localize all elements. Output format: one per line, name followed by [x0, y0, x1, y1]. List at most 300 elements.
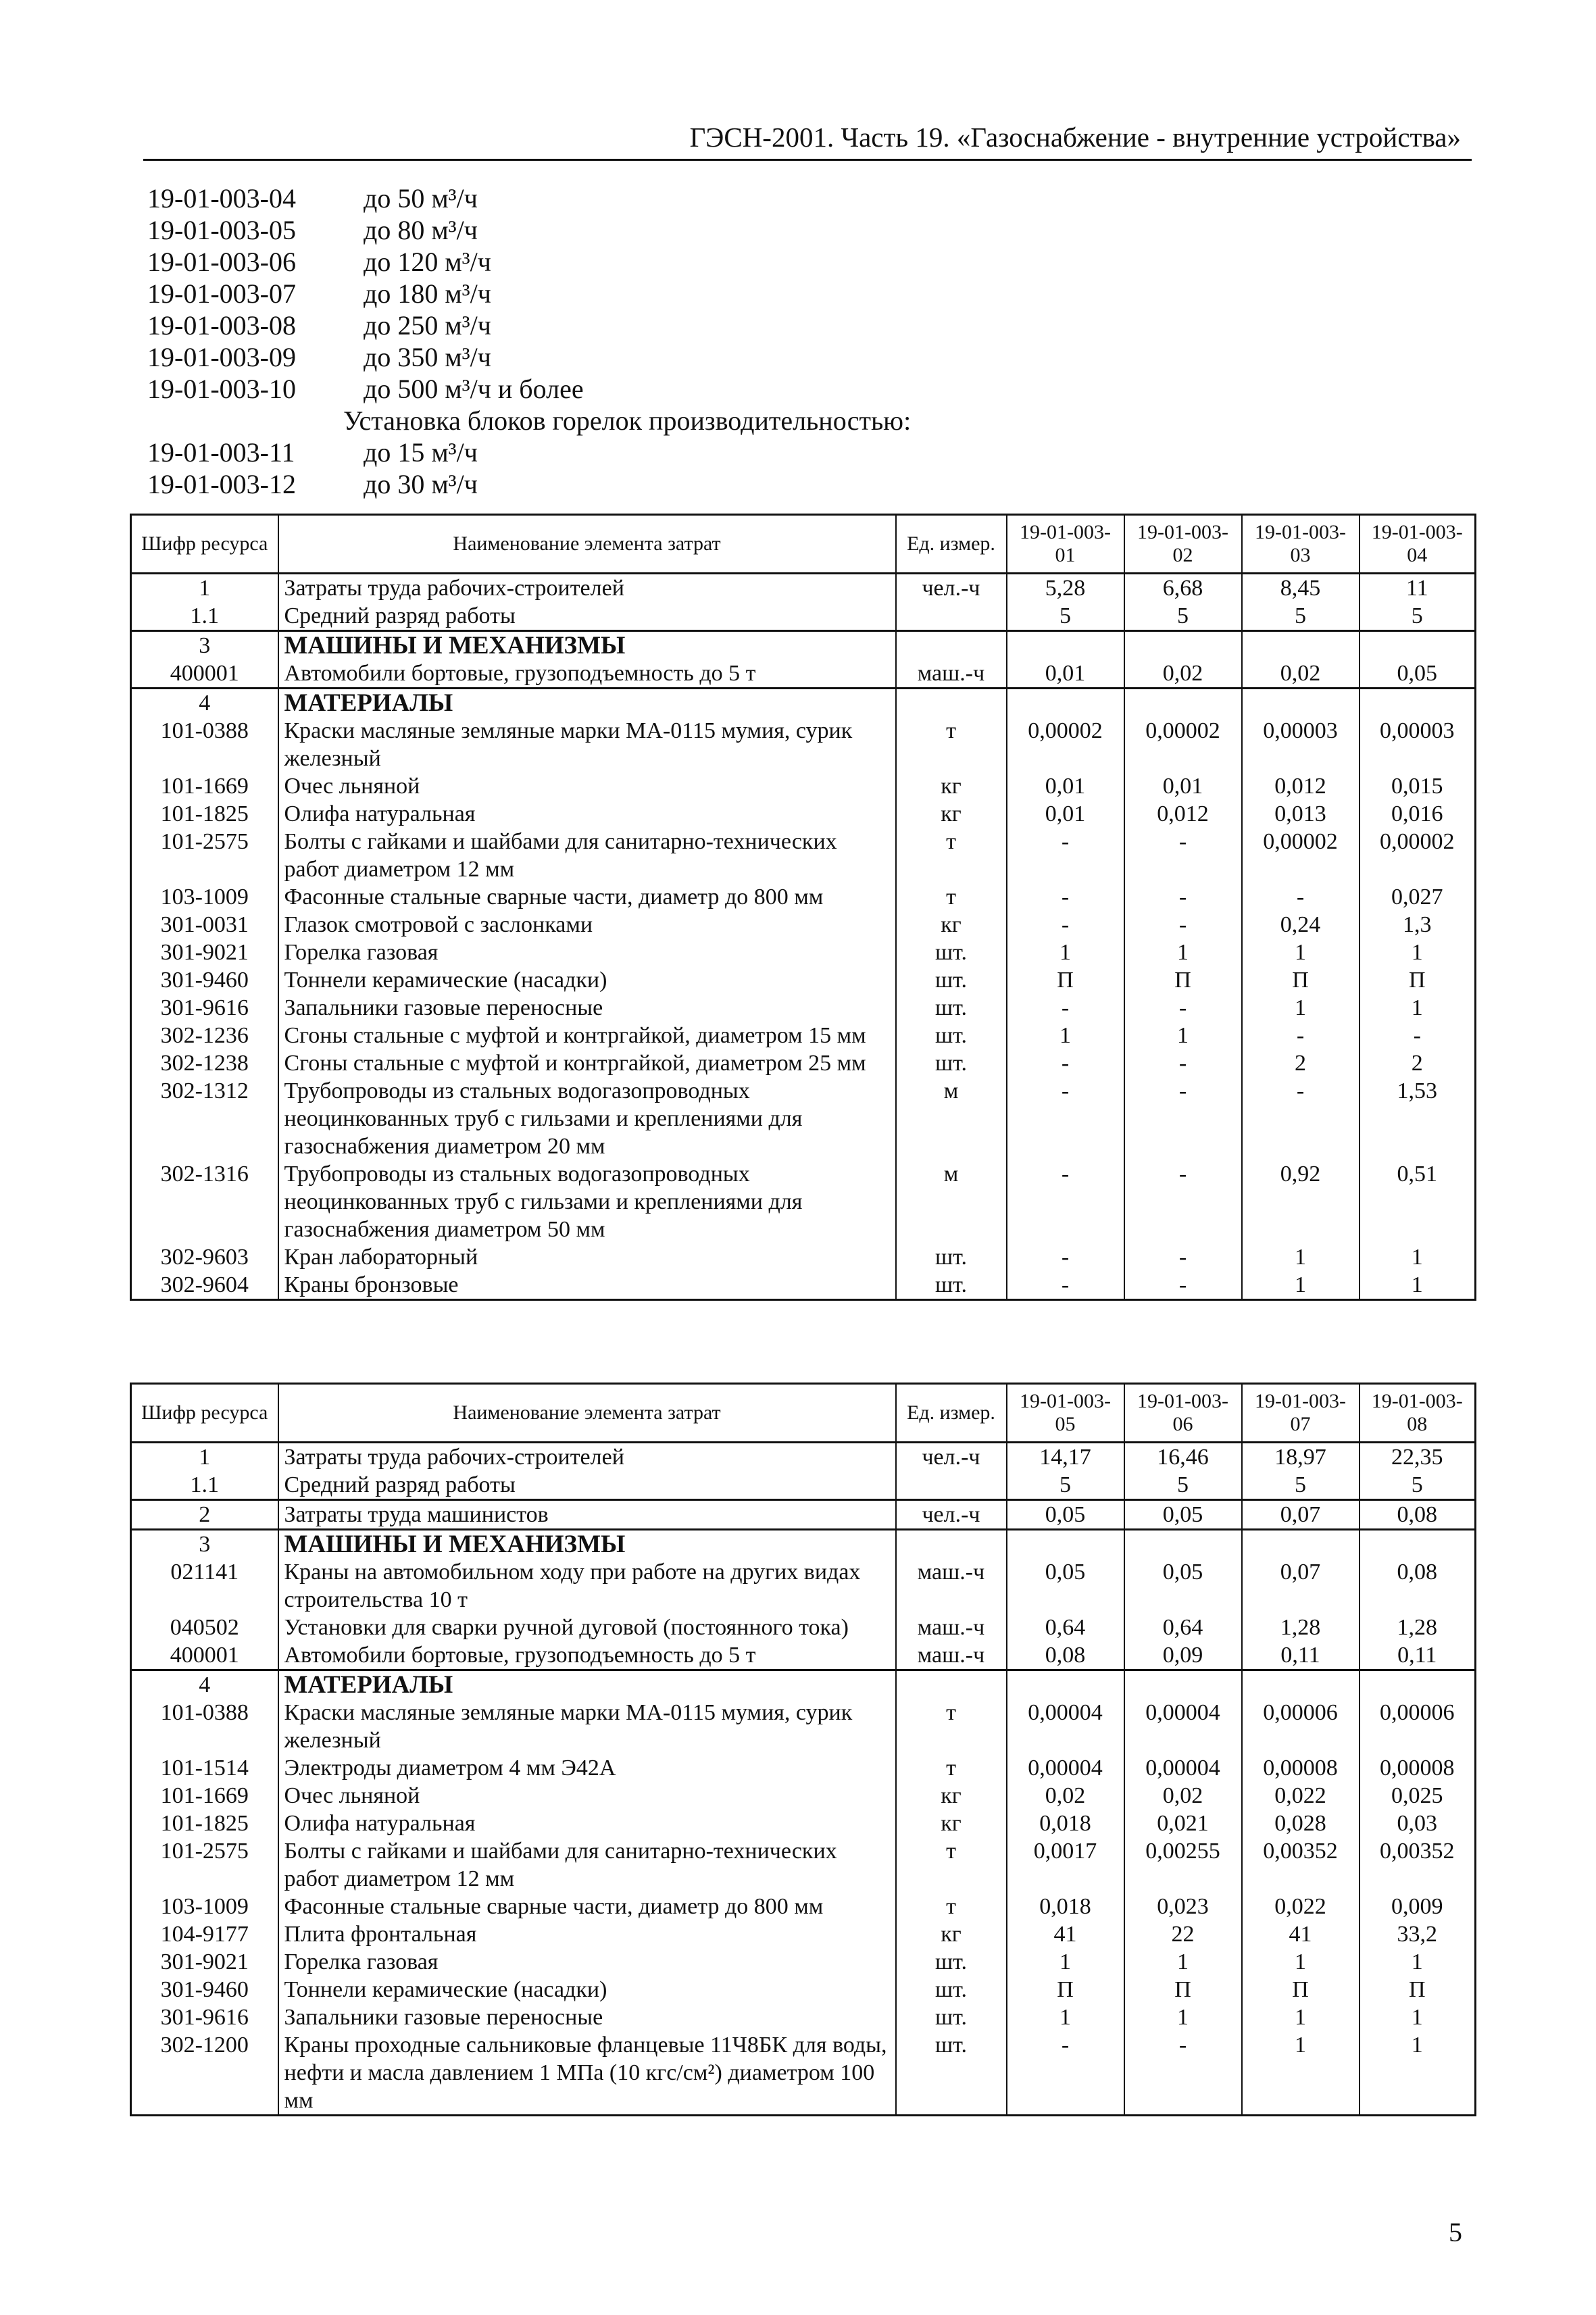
value-cell: - — [1360, 1022, 1476, 1049]
cost-element-name-cell: Фасонные стальные сварные части, диаметр до 800 мм — [278, 1893, 896, 1920]
table-row — [131, 1049, 1476, 1077]
unit-cell: шт. — [896, 2003, 1007, 2031]
code-list-code: 19-01-003-05 — [147, 215, 296, 245]
value-cell: 0,00008 — [1242, 1754, 1360, 1782]
resource-code-cell: 1.1 — [131, 602, 278, 631]
value-cell — [1007, 1670, 1124, 1699]
table-row — [131, 2031, 1476, 2116]
resource-code-cell: 302-9604 — [131, 1271, 278, 1300]
value-cell: - — [1007, 883, 1124, 911]
table-row — [131, 1077, 1476, 1160]
resource-code-cell: 400001 — [131, 659, 278, 689]
value-cell: - — [1242, 883, 1360, 911]
resource-code-cell: 103-1009 — [131, 1893, 278, 1920]
table-row — [131, 602, 1476, 631]
value-cell: - — [1007, 828, 1124, 883]
value-cell: 5 — [1242, 1471, 1360, 1500]
value-cell: 0,015 — [1360, 772, 1476, 800]
cost-element-name-cell: Средний разряд работы — [278, 602, 896, 631]
value-cell: 0,05 — [1124, 1558, 1242, 1614]
value-cell: 0,00006 — [1242, 1699, 1360, 1754]
value-cell: - — [1242, 1077, 1360, 1160]
resource-code-cell: 021141 — [131, 1558, 278, 1614]
cost-element-name-cell: МАШИНЫ И МЕХАНИЗМЫ — [278, 1530, 896, 1559]
value-cell: 6,68 — [1124, 574, 1242, 603]
cost-element-name-cell: Затраты труда машинистов — [278, 1500, 896, 1530]
resource-code-cell: 101-1825 — [131, 1810, 278, 1837]
value-cell: 0,027 — [1360, 883, 1476, 911]
unit-cell — [896, 1530, 1007, 1559]
value-cell: 14,17 — [1007, 1443, 1124, 1472]
value-cell: 0,05 — [1007, 1500, 1124, 1530]
value-cell — [1242, 1670, 1360, 1699]
resource-code-cell: 101-1669 — [131, 1782, 278, 1810]
cost-element-name-cell: Запальники газовые переносные — [278, 994, 896, 1022]
code-list-code: 19-01-003-06 — [147, 247, 296, 277]
value-cell: - — [1007, 994, 1124, 1022]
value-cell: 0,03 — [1360, 1810, 1476, 1837]
table-row — [131, 1500, 1476, 1530]
cost-element-name-cell: Запальники газовые переносные — [278, 2003, 896, 2031]
table-row — [131, 772, 1476, 800]
table-row — [131, 1022, 1476, 1049]
page-number: 5 — [1449, 2217, 1462, 2247]
code-list-code: 19-01-003-11 — [147, 437, 295, 468]
value-cell: 1,53 — [1360, 1077, 1476, 1160]
table-row — [131, 994, 1476, 1022]
value-cell: П — [1360, 966, 1476, 994]
value-cell: - — [1124, 1243, 1242, 1271]
unit-cell — [896, 1670, 1007, 1699]
value-cell: 0,07 — [1242, 1558, 1360, 1614]
value-cell: 5 — [1360, 1471, 1476, 1500]
table-row — [131, 659, 1476, 689]
code-list-item — [147, 437, 1161, 468]
column-header: 19-01-003-01 — [1007, 515, 1124, 574]
unit-cell: т — [896, 717, 1007, 772]
value-cell: 5 — [1124, 1471, 1242, 1500]
value-cell: 18,97 — [1242, 1443, 1360, 1472]
cost-element-name-cell: Тоннели керамические (насадки) — [278, 966, 896, 994]
value-cell: - — [1124, 1160, 1242, 1243]
table-row — [131, 1810, 1476, 1837]
value-cell: 0,012 — [1242, 772, 1360, 800]
resource-code-cell: 3 — [131, 1530, 278, 1559]
value-cell: - — [1007, 2031, 1124, 2116]
cost-element-name-cell: Болты с гайками и шайбами для санитарно-технических работ диаметром 12 мм — [278, 828, 896, 883]
value-cell: 0,00002 — [1360, 828, 1476, 883]
value-cell: - — [1124, 2031, 1242, 2116]
column-header: Наименование элемента затрат — [278, 515, 896, 574]
value-cell: 0,05 — [1360, 659, 1476, 689]
unit-cell: шт. — [896, 1271, 1007, 1300]
value-cell: 5,28 — [1007, 574, 1124, 603]
value-cell: 0,013 — [1242, 800, 1360, 828]
estimate-table-1 — [130, 514, 1476, 1301]
value-cell: 0,64 — [1007, 1614, 1124, 1641]
value-cell — [1124, 689, 1242, 718]
cost-element-name-cell: Затраты труда рабочих-строителей — [278, 1443, 896, 1472]
cost-element-name-cell: МАТЕРИАЛЫ — [278, 689, 896, 718]
value-cell: - — [1124, 828, 1242, 883]
resource-code-cell: 2 — [131, 1500, 278, 1530]
value-cell: 0,02 — [1124, 1782, 1242, 1810]
value-cell: 0,11 — [1360, 1641, 1476, 1670]
resource-code-cell: 101-1825 — [131, 800, 278, 828]
value-cell — [1242, 689, 1360, 718]
page-header — [143, 119, 1472, 161]
table-row — [131, 1893, 1476, 1920]
value-cell: 1 — [1124, 1022, 1242, 1049]
value-cell: - — [1007, 1271, 1124, 1300]
code-list-label: до 80 м³/ч — [364, 215, 478, 245]
resource-code-cell: 301-9460 — [131, 966, 278, 994]
code-list — [147, 182, 1161, 500]
code-list-label: до 350 м³/ч — [364, 342, 491, 372]
value-cell: 1 — [1242, 2031, 1360, 2116]
value-cell: 1 — [1007, 1022, 1124, 1049]
cost-element-name-cell: МАШИНЫ И МЕХАНИЗМЫ — [278, 631, 896, 660]
resource-code-cell: 1 — [131, 1443, 278, 1472]
value-cell: 0,00002 — [1242, 828, 1360, 883]
resource-code-cell: 101-1669 — [131, 772, 278, 800]
resource-code-cell: 4 — [131, 1670, 278, 1699]
value-cell: 0,01 — [1007, 659, 1124, 689]
column-header: Шифр ресурса — [131, 1384, 278, 1443]
table-row — [131, 1443, 1476, 1472]
code-list-code: 19-01-003-10 — [147, 374, 296, 404]
table-row — [131, 1976, 1476, 2003]
column-header: Шифр ресурса — [131, 515, 278, 574]
value-cell: 0,05 — [1124, 1500, 1242, 1530]
table-row — [131, 883, 1476, 911]
value-cell: 8,45 — [1242, 574, 1360, 603]
value-cell: 0,012 — [1124, 800, 1242, 828]
resource-code-cell: 302-9603 — [131, 1243, 278, 1271]
value-cell: 22 — [1124, 1920, 1242, 1948]
resource-code-cell: 1.1 — [131, 1471, 278, 1500]
value-cell: 0,05 — [1007, 1558, 1124, 1614]
unit-cell: кг — [896, 772, 1007, 800]
unit-cell: т — [896, 1893, 1007, 1920]
value-cell — [1124, 1530, 1242, 1559]
column-header: 19-01-003-04 — [1360, 515, 1476, 574]
value-cell: 0,028 — [1242, 1810, 1360, 1837]
value-cell: 1 — [1007, 939, 1124, 966]
value-cell: П — [1242, 966, 1360, 994]
value-cell: 0,025 — [1360, 1782, 1476, 1810]
cost-element-name-cell: Трубопроводы из стальных водогазопроводных неоцинкованных труб с гильзами и креплениями для газоснабжения диаметром 20 мм — [278, 1077, 896, 1160]
value-cell: 1 — [1242, 1243, 1360, 1271]
unit-cell: шт. — [896, 994, 1007, 1022]
unit-cell: шт. — [896, 966, 1007, 994]
resource-code-cell: 101-0388 — [131, 717, 278, 772]
table-row — [131, 1558, 1476, 1614]
resource-code-cell: 301-9616 — [131, 2003, 278, 2031]
cost-element-name-cell: Затраты труда рабочих-строителей — [278, 574, 896, 603]
resource-code-cell: 302-1236 — [131, 1022, 278, 1049]
value-cell — [1242, 1530, 1360, 1559]
value-cell: 0,08 — [1360, 1500, 1476, 1530]
value-cell: - — [1124, 911, 1242, 939]
resource-code-cell: 040502 — [131, 1614, 278, 1641]
unit-cell — [896, 689, 1007, 718]
value-cell: 41 — [1242, 1920, 1360, 1948]
resource-code-cell: 301-0031 — [131, 911, 278, 939]
table-header-row — [131, 1384, 1476, 1443]
value-cell: 0,009 — [1360, 1893, 1476, 1920]
value-cell: 0,02 — [1007, 1782, 1124, 1810]
table-row — [131, 966, 1476, 994]
value-cell: - — [1007, 1160, 1124, 1243]
value-cell: - — [1007, 1077, 1124, 1160]
table-row — [131, 2003, 1476, 2031]
value-cell: 1 — [1242, 994, 1360, 1022]
value-cell: 0,11 — [1242, 1641, 1360, 1670]
code-list-item — [147, 278, 1161, 309]
value-cell: 0,01 — [1007, 772, 1124, 800]
column-header: 19-01-003-08 — [1360, 1384, 1476, 1443]
cost-element-name-cell: Очес льняной — [278, 772, 896, 800]
resource-code-cell: 400001 — [131, 1641, 278, 1670]
table-row — [131, 1160, 1476, 1243]
unit-cell: кг — [896, 911, 1007, 939]
unit-cell: кг — [896, 1920, 1007, 1948]
code-list-label: до 50 м³/ч — [364, 183, 478, 214]
unit-cell: шт. — [896, 1948, 1007, 1976]
cost-element-name-cell: Краны на автомобильном ходу при работе на других видах строительства 10 т — [278, 1558, 896, 1614]
code-list-label: до 30 м³/ч — [364, 469, 478, 499]
value-cell: 0,08 — [1007, 1641, 1124, 1670]
code-list-code: 19-01-003-12 — [147, 469, 296, 499]
unit-cell: чел.-ч — [896, 574, 1007, 603]
cost-element-name-cell: Кран лабораторный — [278, 1243, 896, 1271]
value-cell: 0,0017 — [1007, 1837, 1124, 1893]
header-title: ГЭСН-2001. Часть 19. «Газоснабжение - внутренние устройства» — [689, 122, 1461, 153]
value-cell: - — [1124, 994, 1242, 1022]
resource-code-cell: 3 — [131, 631, 278, 660]
unit-cell: шт. — [896, 1976, 1007, 2003]
resource-code-cell: 103-1009 — [131, 883, 278, 911]
value-cell: 0,022 — [1242, 1893, 1360, 1920]
unit-cell: т — [896, 1754, 1007, 1782]
code-list-item — [147, 341, 1161, 373]
column-header: 19-01-003-07 — [1242, 1384, 1360, 1443]
table-row — [131, 828, 1476, 883]
table-row — [131, 689, 1476, 718]
cost-element-name-cell: Горелка газовая — [278, 1948, 896, 1976]
column-header: 19-01-003-05 — [1007, 1384, 1124, 1443]
code-list-label: до 500 м³/ч и более — [364, 374, 584, 404]
resource-code-cell: 302-1200 — [131, 2031, 278, 2116]
resource-code-cell: 4 — [131, 689, 278, 718]
unit-cell — [896, 631, 1007, 660]
code-list-label: до 180 м³/ч — [364, 278, 491, 309]
resource-code-cell: 101-0388 — [131, 1699, 278, 1754]
value-cell: - — [1124, 1271, 1242, 1300]
unit-cell: т — [896, 1699, 1007, 1754]
value-cell: 1 — [1360, 2031, 1476, 2116]
value-cell: 0,00006 — [1360, 1699, 1476, 1754]
value-cell: - — [1007, 1049, 1124, 1077]
cost-element-name-cell: Автомобили бортовые, грузоподъемность до 5 т — [278, 659, 896, 689]
value-cell: 0,00002 — [1124, 717, 1242, 772]
value-cell: 0,00352 — [1242, 1837, 1360, 1893]
value-cell: 0,021 — [1124, 1810, 1242, 1837]
code-list-label: до 15 м³/ч — [364, 437, 478, 468]
value-cell: 0,018 — [1007, 1810, 1124, 1837]
column-header: Ед. измер. — [896, 1384, 1007, 1443]
cost-element-name-cell: Краски масляные земляные марки МА-0115 мумия, сурик железный — [278, 1699, 896, 1754]
code-list-code: 19-01-003-07 — [147, 278, 296, 309]
unit-cell: т — [896, 1837, 1007, 1893]
value-cell: 5 — [1242, 602, 1360, 631]
value-cell: 0,00003 — [1360, 717, 1476, 772]
value-cell — [1007, 689, 1124, 718]
unit-cell: маш.-ч — [896, 1614, 1007, 1641]
unit-cell: шт. — [896, 1243, 1007, 1271]
unit-cell: кг — [896, 1810, 1007, 1837]
value-cell — [1124, 1670, 1242, 1699]
code-list-item — [147, 182, 1161, 214]
resource-code-cell: 104-9177 — [131, 1920, 278, 1948]
value-cell: 22,35 — [1360, 1443, 1476, 1472]
value-cell: 0,92 — [1242, 1160, 1360, 1243]
value-cell: П — [1124, 966, 1242, 994]
column-header: Ед. измер. — [896, 515, 1007, 574]
unit-cell: маш.-ч — [896, 1558, 1007, 1614]
value-cell: 0,51 — [1360, 1160, 1476, 1243]
value-cell: 0,00352 — [1360, 1837, 1476, 1893]
unit-cell: чел.-ч — [896, 1443, 1007, 1472]
unit-cell: шт. — [896, 1049, 1007, 1077]
cost-element-name-cell: Фасонные стальные сварные части, диаметр до 800 мм — [278, 883, 896, 911]
value-cell: 0,24 — [1242, 911, 1360, 939]
value-cell: 0,018 — [1007, 1893, 1124, 1920]
cost-element-name-cell: Трубопроводы из стальных водогазопроводных неоцинкованных труб с гильзами и креплениями для газоснабжения диаметром 50 мм — [278, 1160, 896, 1243]
value-cell: 0,02 — [1242, 659, 1360, 689]
value-cell: 1 — [1360, 1271, 1476, 1300]
table-row — [131, 1243, 1476, 1271]
value-cell: 1 — [1360, 994, 1476, 1022]
value-cell: 5 — [1007, 602, 1124, 631]
code-list-label: до 250 м³/ч — [364, 310, 491, 341]
cost-element-name-cell: Олифа натуральная — [278, 800, 896, 828]
value-cell: 1 — [1124, 939, 1242, 966]
code-list-item — [147, 246, 1161, 278]
cost-element-name-cell: Установки для сварки ручной дуговой (постоянного тока) — [278, 1614, 896, 1641]
table-row — [131, 911, 1476, 939]
resource-code-cell: 101-2575 — [131, 1837, 278, 1893]
value-cell: 0,016 — [1360, 800, 1476, 828]
value-cell: 5 — [1124, 602, 1242, 631]
value-cell — [1242, 631, 1360, 660]
cost-element-name-cell: МАТЕРИАЛЫ — [278, 1670, 896, 1699]
value-cell: 1 — [1007, 1948, 1124, 1976]
value-cell: 1 — [1242, 939, 1360, 966]
resource-code-cell: 302-1316 — [131, 1160, 278, 1243]
value-cell: П — [1360, 1976, 1476, 2003]
value-cell: 0,09 — [1124, 1641, 1242, 1670]
resource-code-cell: 301-9460 — [131, 1976, 278, 2003]
value-cell — [1360, 689, 1476, 718]
table-row — [131, 1471, 1476, 1500]
value-cell: - — [1007, 911, 1124, 939]
value-cell: П — [1242, 1976, 1360, 2003]
code-list-label: до 120 м³/ч — [364, 247, 491, 277]
code-list-label: Установка блоков горелок производительностью: — [343, 405, 912, 436]
code-list-item — [147, 373, 1161, 405]
value-cell: 0,00004 — [1007, 1754, 1124, 1782]
resource-code-cell: 301-9616 — [131, 994, 278, 1022]
table-row — [131, 800, 1476, 828]
table-row — [131, 574, 1476, 603]
value-cell: П — [1124, 1976, 1242, 2003]
value-cell — [1007, 1530, 1124, 1559]
value-cell: 41 — [1007, 1920, 1124, 1948]
value-cell: - — [1124, 1077, 1242, 1160]
code-list-code: 19-01-003-04 — [147, 183, 296, 214]
table-row — [131, 1837, 1476, 1893]
table-row — [131, 1670, 1476, 1699]
unit-cell: маш.-ч — [896, 1641, 1007, 1670]
value-cell: 1,3 — [1360, 911, 1476, 939]
value-cell: 0,00255 — [1124, 1837, 1242, 1893]
resource-code-cell: 302-1312 — [131, 1077, 278, 1160]
table-row — [131, 1948, 1476, 1976]
table-row — [131, 1782, 1476, 1810]
cost-element-name-cell: Краны проходные сальниковые фланцевые 11Ч8БК для воды, нефти и масла давлением 1 МПа (10 кгс/см²) диаметром 100 мм — [278, 2031, 896, 2116]
cost-element-name-cell: Краны бронзовые — [278, 1271, 896, 1300]
estimate-table-2 — [130, 1383, 1476, 2116]
value-cell — [1360, 631, 1476, 660]
resource-code-cell: 101-1514 — [131, 1754, 278, 1782]
cost-element-name-cell: Тоннели керамические (насадки) — [278, 1976, 896, 2003]
unit-cell: кг — [896, 1782, 1007, 1810]
table-row — [131, 1271, 1476, 1300]
value-cell: - — [1007, 1243, 1124, 1271]
cost-element-name-cell: Автомобили бортовые, грузоподъемность до 5 т — [278, 1641, 896, 1670]
resource-code-cell: 101-2575 — [131, 828, 278, 883]
cost-element-name-cell: Олифа натуральная — [278, 1810, 896, 1837]
column-header: 19-01-003-02 — [1124, 515, 1242, 574]
column-header: 19-01-003-06 — [1124, 1384, 1242, 1443]
cost-element-name-cell: Сгоны стальные с муфтой и контргайкой, диаметром 25 мм — [278, 1049, 896, 1077]
value-cell: 1 — [1360, 2003, 1476, 2031]
cost-element-name-cell: Средний разряд работы — [278, 1471, 896, 1500]
value-cell: 1 — [1124, 1948, 1242, 1976]
unit-cell: т — [896, 883, 1007, 911]
value-cell: - — [1124, 883, 1242, 911]
value-cell: 1 — [1360, 1243, 1476, 1271]
unit-cell: маш.-ч — [896, 659, 1007, 689]
table-row — [131, 1920, 1476, 1948]
value-cell — [1360, 1670, 1476, 1699]
column-header: Наименование элемента затрат — [278, 1384, 896, 1443]
value-cell: 2 — [1242, 1049, 1360, 1077]
value-cell: П — [1007, 966, 1124, 994]
value-cell — [1007, 631, 1124, 660]
value-cell: 2 — [1360, 1049, 1476, 1077]
unit-cell: шт. — [896, 2031, 1007, 2116]
cost-element-name-cell: Очес льняной — [278, 1782, 896, 1810]
code-list-item — [147, 309, 1161, 341]
value-cell: 11 — [1360, 574, 1476, 603]
code-list-item — [147, 468, 1161, 500]
table-row — [131, 631, 1476, 660]
value-cell: 1 — [1124, 2003, 1242, 2031]
cost-element-name-cell: Плита фронтальная — [278, 1920, 896, 1948]
